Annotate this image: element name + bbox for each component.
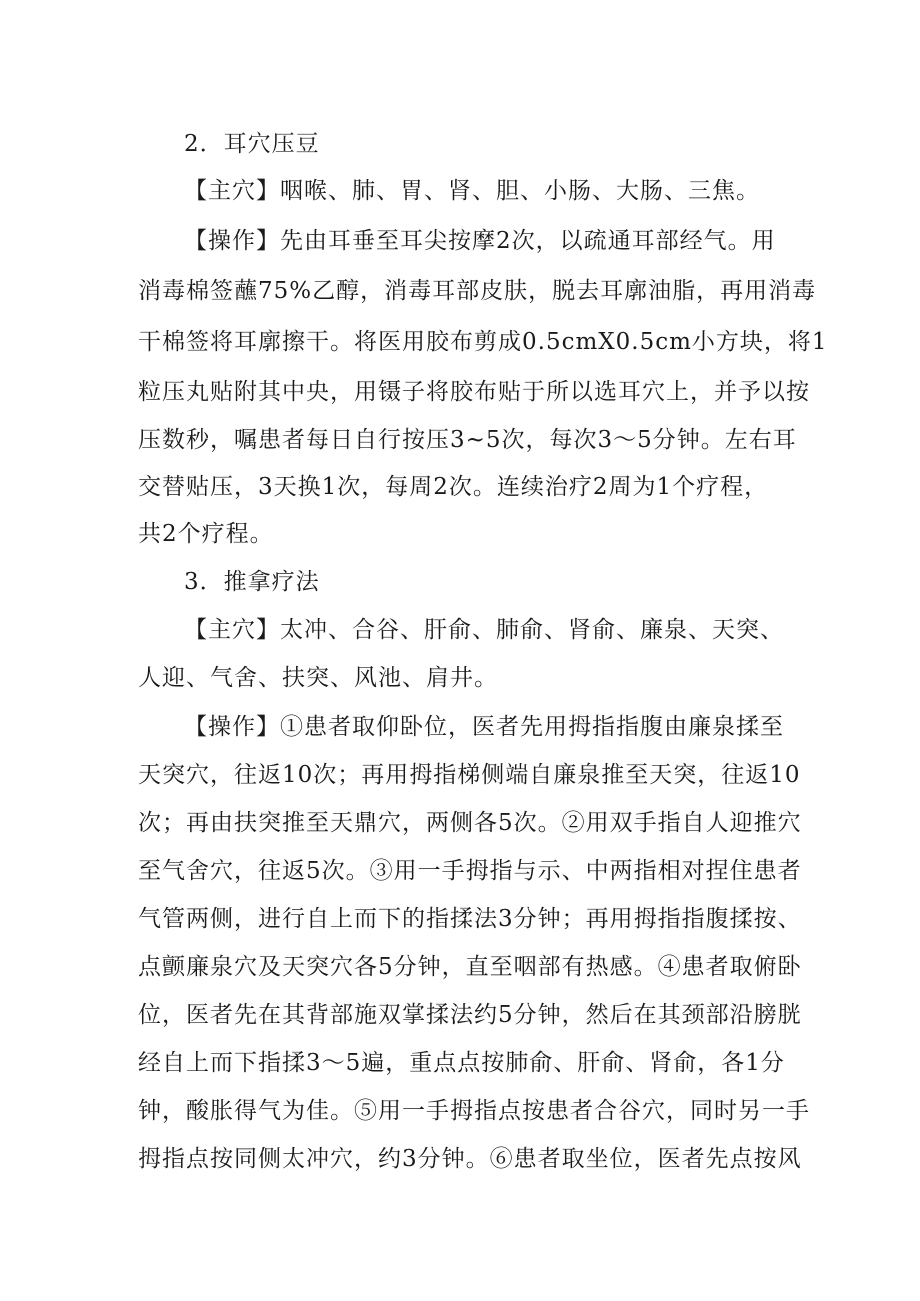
operation-paragraph-line: 天突穴，往返10次；再用拇指梯侧端自廉泉推至天突，往返10 [138, 762, 801, 788]
main-points-paragraph-line: 【主穴】太冲、合谷、肝俞、肺俞、肾俞、廉泉、天突、 [184, 617, 784, 643]
operation-paragraph-line: 共2个疗程。 [138, 521, 274, 547]
operation-paragraph-line: 拇指点按同侧太冲穴，约3分钟。⑥患者取坐位，医者先点按风 [138, 1146, 802, 1172]
section-heading-ear-acupoint: 2．耳穴压豆 [184, 131, 320, 157]
operation-paragraph-line: 【操作】①患者取仰卧位，医者先用拇指指腹由廉泉揉至 [184, 714, 784, 740]
operation-paragraph-line: 至气舍穴，往返5次。③用一手拇指与示、中两指相对捏住患者 [138, 858, 802, 884]
main-points-paragraph-line: 人迎、气舍、扶突、风池、肩井。 [138, 665, 498, 691]
operation-paragraph-line: 粒压丸贴附其中央，用镊子将胶布贴于所以选耳穴上，并予以按 [138, 379, 810, 405]
operation-paragraph-line: 【操作】先由耳垂至耳尖按摩2次，以疏通耳部经气。用 [184, 228, 776, 254]
operation-paragraph-line: 经自上而下指揉3～5遍，重点点按肺俞、肝俞、肾俞，各1分 [138, 1050, 785, 1076]
operation-paragraph-line: 点颤廉泉穴及天突穴各5分钟，直至咽部有热感。④患者取俯卧 [138, 954, 802, 980]
operation-paragraph-line: 干棉签将耳廓擦干。将医用胶布剪成0.5cmX0.5cm小方块，将1 [138, 329, 828, 355]
operation-paragraph-line: 压数秒，嘱患者每日自行按压3~5次，每次3～5分钟。左右耳 [138, 427, 797, 453]
main-points-paragraph-line: 【主穴】咽喉、肺、胃、肾、胆、小肠、大肠、三焦。 [184, 178, 760, 204]
operation-paragraph-line: 消毒棉签蘸75%乙醇，消毒耳部皮肤，脱去耳廓油脂，再用消毒 [138, 278, 817, 304]
section-heading-massage: 3．推拿疗法 [184, 569, 320, 595]
operation-paragraph-line: 次；再由扶突推至天鼎穴，两侧各5次。②用双手指自人迎推穴 [138, 810, 802, 836]
operation-paragraph-line: 气管两侧，进行自上而下的指揉法3分钟；再用拇指指腹揉按、 [138, 906, 802, 932]
operation-paragraph-line: 钟，酸胀得气为佳。⑤用一手拇指点按患者合谷穴，同时另一手 [138, 1098, 810, 1124]
operation-paragraph-line: 位，医者先在其背部施双掌揉法约5分钟，然后在其颈部沿膀胱 [138, 1002, 802, 1028]
operation-paragraph-line: 交替贴压，3天换1次，每周2次。连续治疗2周为1个疗程， [138, 474, 769, 500]
